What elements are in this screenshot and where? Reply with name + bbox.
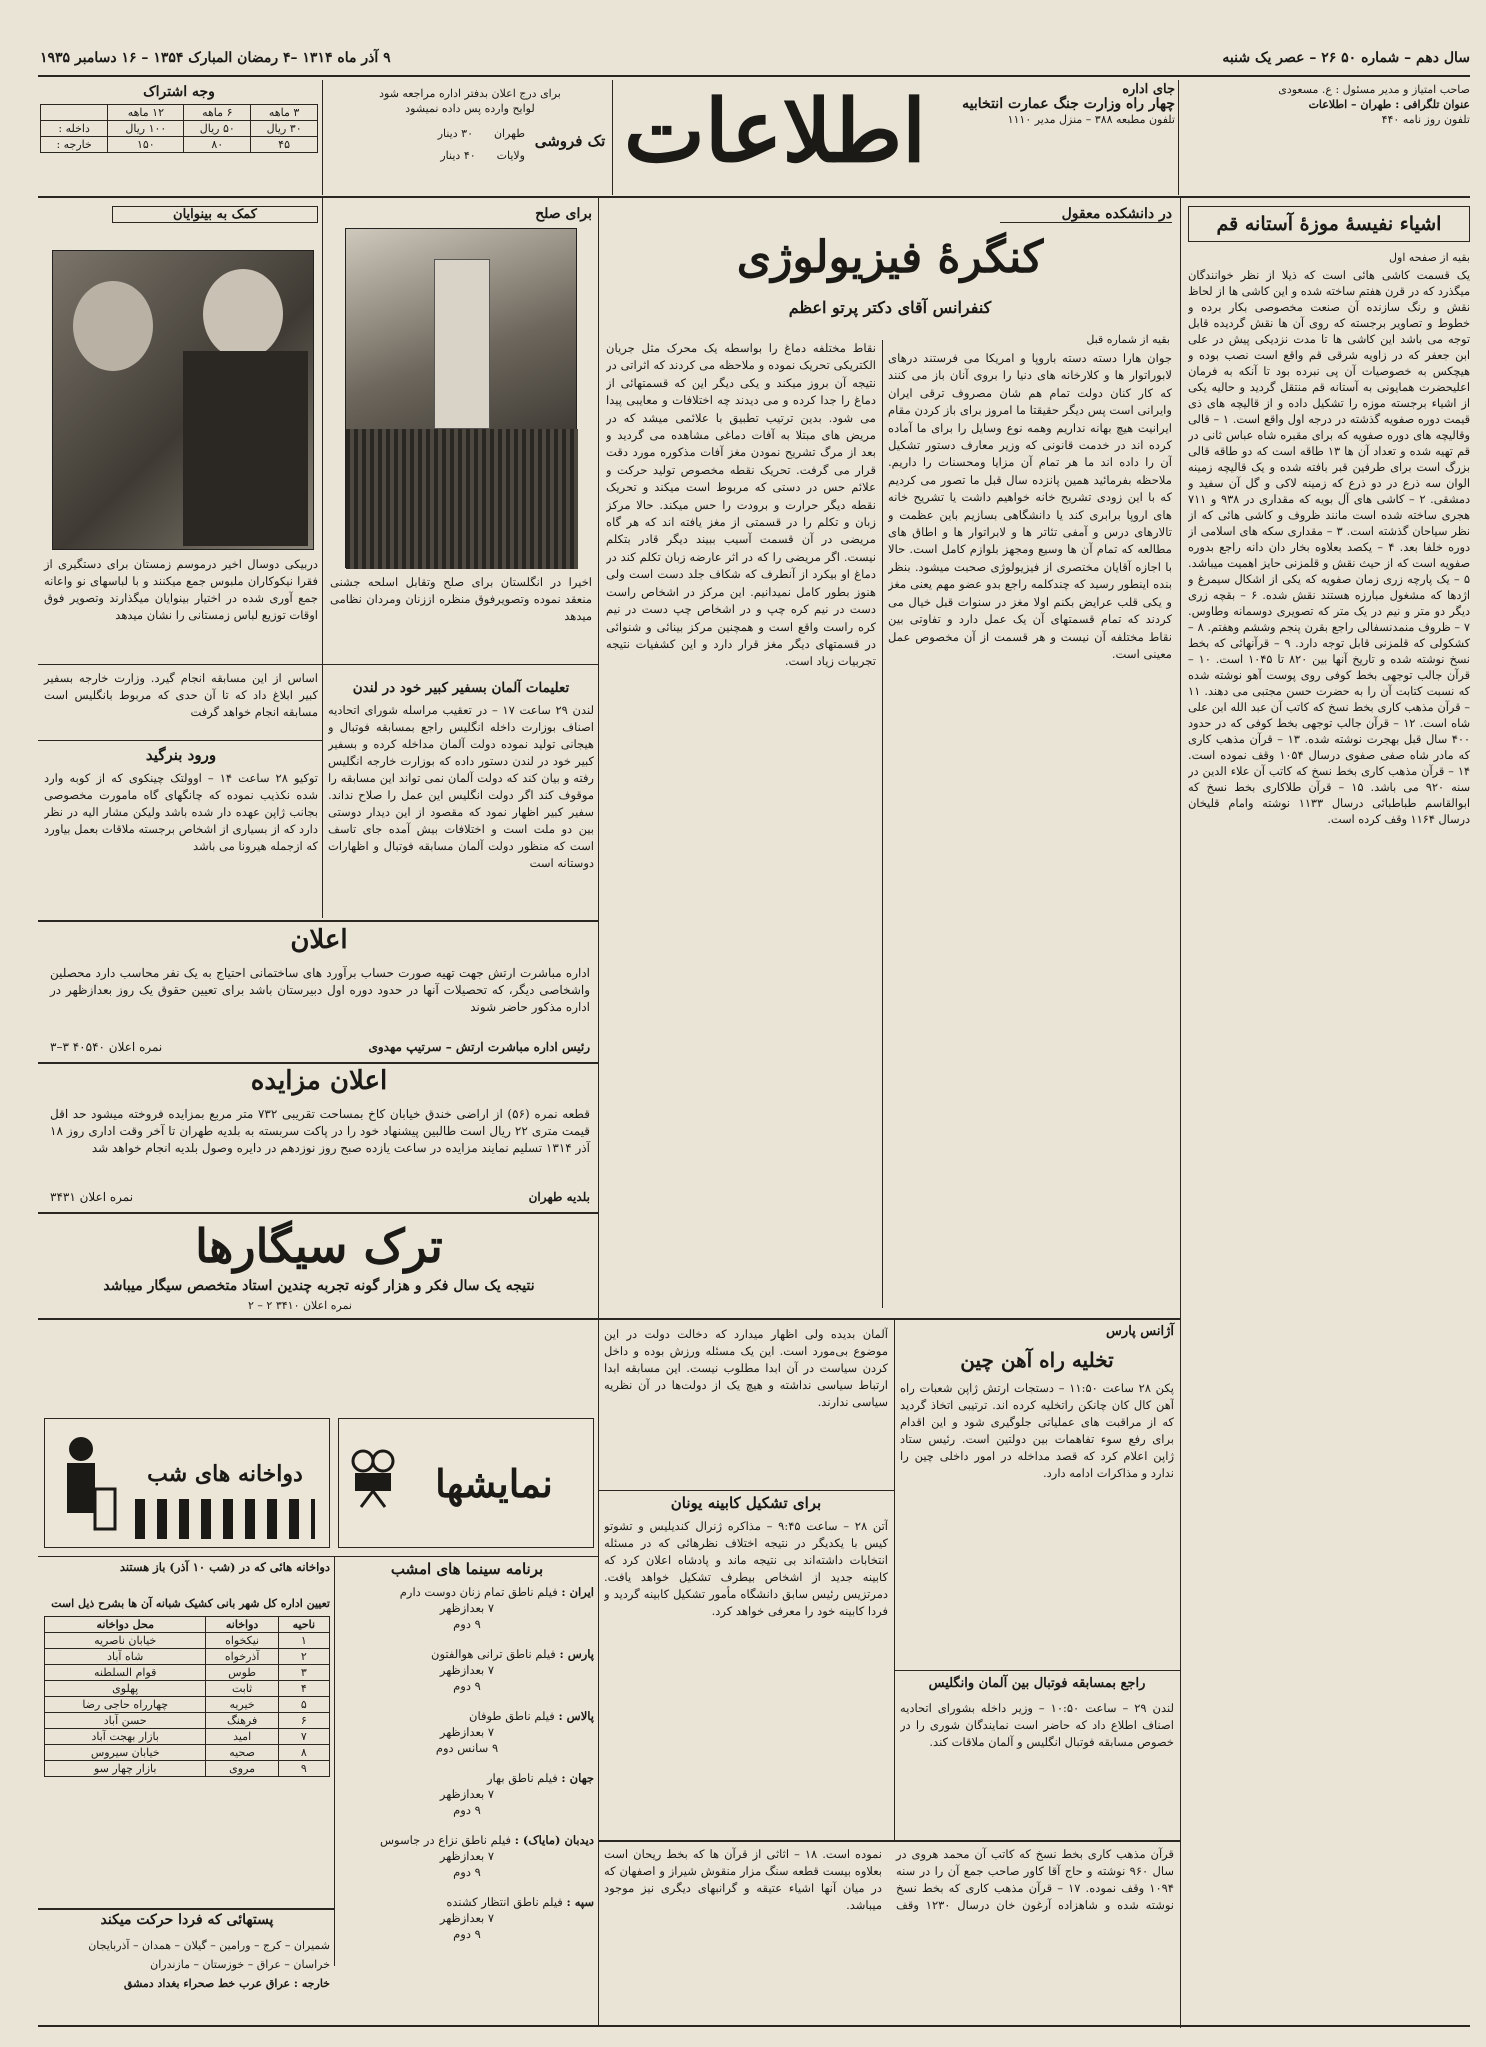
pharmacy-district: ۴	[278, 1681, 329, 1697]
museum-text: یک قسمت کاشی هائی است که ذیلا از نظر خوانندگان میگذرد که در قرن هفتم ساخته شده و این کاشی ها از لحاظ نقش و رنگ سازنده آن صنعت مخصوصی بکار برده و خطوط و تصاویر برجسته که روی آن ها نقش گردیده قابل توجه می باشد این کاشی ها تا مدت نزدیکی پیش در علی ابن جعفر که در زاویه شرقی قم واقع است نصب بوده و هیچکس به خصوصیات آن پی نبرده بود تا آنکه به فرمان اعلیحضرت همایونی به آستانه قم منتقل گردید و حالیه یکی از اشیاء برجسته موزه را تشکیل داده و از قالیچه های ذی قیمت دوره صفویه گذشته در درجه اول واقع است. ۱ – قالی وقالیچه های دوره صفویه که برای مقبره شاه عباس ثانی در قم تهیه شده و تعداد آن ها ۱۳ طاقه است که دو طاقه قالی بزرگ است برای طرفین قبر بافته شده و یک قالیچه زمینه الوان سه ذرع در دو ذرع که زمینه لاکی و گل آن سفید و دمشقی. ۲ – کاشی های آل بویه که مقداری در ۹۳۸ و ۷۱۱ هجری ساخته شده است مانند ظروف و کاشی هائی که از نظر سیاحان گذشته است. ۳ – مقداری سکه های اسلامی از دوره خلفا بعد. ۴ – یکصد بعلاوه بخار دان دانه راجع بدوره صفویه است که از حیث نقش و قلمزنی حایز اهمیت میباشد. ۵ – یک پارچه زری زمان صفویه که یکی از اشکال سیمرغ و اژدها که مشغول مبارزه هستند نقش شده. ۶ – بقچه زری دیگر دو متر و نیم در یک متر که تصویری دوسمانه وطاوس. ۷ – ظروف منمدنسفالی راجع بقرن پنجم وششم وهفتم. ۸ – کشکولی که قلمزنی قابل توجه دارد. ۹ – قرآنهائی که بخط نسخ نوشته شده و تاریخ آنها بین ۸۲۰ تا ۱۰۴۵ است. ۱۰ – قرآن جالب توجهی بخط کوفی روی پوست آهو نوشته شده که نسبت کتابت آن را به حضرت حسن مجتبی می دهند. ۱۱ – قرآن مذهب کاری بخط نسخ که کاتب آن عبد الله ابن علی شاه است. ۱۲ – قرآن جالب توجهی بخط کوفی که در حدود ۴۰۰ سال قبل بهجرت نوشته شده. ۱۳ – قرآن مذهب کاری که مادر شاه صفی صفوی درسال ۱۰۵۴ وقف نموده است. ۱۴ – قرآن مذهب کاری بخط نسخ که کاتب آن علاء الدین در سنه ۹۲۰ می باشد. ۱۵ – قرآن طلاکاری بخط نسخ که ابوالقاسم طباطبائی درسال ۱۱۳۳ نوشته وامام قلیخان درسال ۱۱۶۴ وقف کرده است.	[1188, 269, 1470, 826]
column-rule	[1180, 198, 1181, 2028]
cinema-time: ۷ بعدازظهر	[439, 1663, 495, 1677]
person-right	[203, 269, 283, 359]
auction-number: نمره اعلان ۳۴۳۱	[50, 1190, 134, 1204]
crowd	[346, 429, 578, 569]
article-title: کنگرهٔ فیزیولوژی	[736, 232, 1044, 283]
pharmacy-location: بازار بهجت آباد	[45, 1729, 206, 1745]
table-row	[45, 1665, 330, 1681]
sub-cell: ۸۰	[184, 137, 251, 153]
sub-head: ۱۲ ماهه	[108, 105, 184, 121]
sub-cell: ۳۰ ریال	[251, 121, 318, 137]
masthead-divider	[1178, 80, 1179, 195]
cinema-program-title: برنامه سینما های امشب	[390, 1560, 544, 1578]
masthead-rule	[38, 196, 1470, 198]
sub-cell: ۵۰ ریال	[184, 121, 251, 137]
subscription-title: وجه اشتراک	[143, 84, 215, 100]
railway-title: تخلیه راه آهن چین	[960, 1348, 1114, 1372]
cinema-entry	[340, 1770, 594, 1832]
pharmacy-name: فرهنگ	[206, 1713, 278, 1729]
railway-kicker: آژانس پارس	[1106, 1324, 1174, 1339]
pharmacy-head: محل دواخانه	[45, 1617, 206, 1633]
column-rule	[598, 198, 599, 1318]
column-rule	[882, 340, 883, 1308]
person-left	[73, 281, 153, 371]
german-news-title: تعلیمات آلمان بسفیر کبیر خود در لندن	[352, 680, 570, 696]
cinema-name: سپه :	[566, 1895, 594, 1909]
auction-text: قطعه نمره (۵۶) از اراضی خندق خیابان کاخ بمساحت تقریبی ۷۳۲ متر مربع بمزایده فروخته میشود حد اقل قیمت متری ۲۲ ریال است طالبین پیشنهاد خود را در پاکت سربسته به بلدیه طهران تا آخر وقت اداری روز ۱۸ آذر ۱۳۱۴ تسلیم نمایند مزایده در ساعت یازده صبح روز نوزدهم در دایره وصول بلدیه انجام خواهد شد	[50, 1107, 590, 1155]
price-row	[335, 148, 525, 163]
post-lines	[44, 1936, 330, 1993]
pharmacy-logo-text: دواخانه های شب	[147, 1461, 303, 1487]
cinema-time: ۹ دوم	[453, 1927, 481, 1941]
cigarette-title: ترک سیگارها	[195, 1219, 443, 1273]
museum-title: اشیاء نفیسهٔ موزهٔ آستانه قم	[1188, 206, 1470, 242]
waqf-bottom-text: قرآن مذهب کاری بخط نسخ که کاتب آن محمد هروی در سال ۹۶۰ نوشته و حاج آقا کاور صاحب جمع آن را در سنه ۱۰۹۴ وقف نموده. ۱۷ – قرآن مذهب کاری که بخط نسخ نوشته شده و شاهزاده آرغون خان درسال ۱۲۳۰ وقف نموده است. ۱۸ – اثاثی از قرآن ها که بخط ریحان است بعلاوه بیست قطعه سنگ مزار منقوش شیراز و اصفهان که در میان آنها اشیاء عتیقه و گرانبهای دیگری نیز موجود میباشد.	[604, 1847, 1174, 1912]
pharmacy-head: دواخانه	[206, 1617, 278, 1633]
post-line: خارجه : عراق عرب خط صحراء بغداد دمشق	[123, 1977, 330, 1990]
section-rule	[894, 1670, 1180, 1671]
photo-left-label: کمک به بینوایان	[112, 206, 318, 223]
section-rule	[38, 740, 322, 741]
pharmacy-district: ۹	[278, 1761, 329, 1777]
post-line: شمیران – کرج – ورامین – گیلان – همدان – آذربایجان	[88, 1939, 330, 1952]
news-left-2-title: ورود بنرگید	[145, 746, 217, 764]
newspaper-title: اطلاعات	[623, 81, 927, 182]
pharmacy-title: دواخانه هائی که در (شب ۱۰ آذر) باز هستند	[119, 1560, 330, 1574]
photo-left-caption: دربیکی دوسال اخیر درموسم زمستان برای دستگیری از فقرا نیکوکاران ملبوس جمع میکنند و با لباسهای نو واعانه جمع آوری شده در اختیار بینوایان میگذارند وتصویر فوق اوقات توزیع لباس زمستانی را نشان میدهد	[44, 557, 318, 622]
owner-line: عنوان تلگرافی : طهران – اطلاعات	[1308, 98, 1470, 111]
photo-center-label: برای صلح	[535, 206, 592, 222]
pharmacy-district: ۵	[278, 1697, 329, 1713]
pharmacy-location: چهارراه حاجی رضا	[45, 1697, 206, 1713]
section-rule	[38, 920, 598, 922]
cinema-banner	[338, 1418, 594, 1548]
news-left-2-text: توکیو ۲۸ ساعت ۱۴ – اوولتک چینکوی که از کوبه وارد شده نکذیب نموده که چانگهای گاه مامورت مخصوصی بجانب ژاپن عهده دار شده باشد ولیکن مشار الیه در نظر دارد که از بسیاری از اشخاص برجسته ملاقات بعمل بیاورد که ازجمله هیرونا می باشد	[44, 771, 318, 853]
projector-icon-svg	[349, 1449, 399, 1509]
pharmacy-note: تعیین اداره کل شهر بانی کشیک شبانه آن ها بشرح ذیل است	[51, 1597, 330, 1610]
ad-note	[330, 86, 610, 116]
football-title: راجع بمسابقه فوتبال بین آلمان وانگلیس	[928, 1676, 1146, 1691]
section-rule	[38, 1318, 1180, 1320]
sub-cell: خارجه :	[41, 137, 108, 153]
cinema-name: جهان :	[561, 1771, 594, 1785]
pharmacy-district: ۶	[278, 1713, 329, 1729]
price-value: ۴۰ دینار	[440, 149, 476, 162]
cinema-time: ۷ بعدازظهر	[439, 1601, 495, 1615]
cinema-name: دیدبان (مایاک) :	[514, 1833, 594, 1847]
pharmacy-location: خیابان سیروس	[45, 1745, 206, 1761]
table-row	[45, 1745, 330, 1761]
cigarette-number: نمره اعلان ۳۴۱۰ ۲ – ۲	[248, 1299, 352, 1312]
pharmacy-name: آذرخواه	[206, 1649, 278, 1665]
bottom-rule	[38, 2025, 1470, 2027]
cigarette-text: نتیجه یک سال فکر و هزار گونه تجربه چندین استاد متخصص سیگار میباشد	[103, 1278, 535, 1294]
cinema-time: ۹ سانس دوم	[435, 1741, 499, 1755]
single-copy-label: تک فروشی	[534, 132, 606, 150]
table-row	[45, 1697, 330, 1713]
cinema-film: فیلم ناطق تمام زنان دوست دارم	[399, 1585, 558, 1599]
cinema-time: ۷ بعدازظهر	[439, 1849, 495, 1863]
museum-subtitle: بقیه از صفحه اول	[1389, 251, 1470, 264]
article-column-1: جوان هارا دسته دسته باروپا و امریکا می فرستند درهای لابوراتوار ها و کلارخانه های دنیا را بروی آنان باز می کنند که کار کنان دولت تمام هم شان مصروف ترقی ایران وایرانی است پس دیگر حقیقتا ما امروز برای باز کردن مقام ایرانیت هیچ بهانه نداریم وهمه نوع وسایل را برای ما آماده کرده اند در خدمت قانونی که وزیر معارف دستور تشکیل آن را داده اند ما هر تمام آن مزایا ومحسنات را داریم. ملاحظه بفرمائید همین پانزده سال قبل ما تصور می کردیم که با این زودی تشریح خانه خواهیم داشت یا تشریح خانه های اروپا برابری کند یا دانشگاهی بسازیم باین عظمت و تالارهای درس و آمفی تئاتر ها و لابراتوار ها و اطاق های مطالعه که تمام آن ها وسیع ومجهز بلوازم کامل است. حالا با اجازه آقایان مختصری از فیزیولوژی صحبت میشود. بنظر بنده اینطور رسید که چندکلمه راجع بدو عضو مهم یعنی مغز و یکی قلب عرایض بکنم اولا مغز در سنوات قبل خیال می کردند که تمام قسمتهای آن یک عمل دارد و تفاوتی بین نقاط مختلفه آن نیست و هر قسمت از آن مخصوص عمل معینی است.	[888, 351, 1172, 661]
cabinet-text: آتن ۲۸ – ساعت ۹:۴۵ – مذاکره ژنرال کندیلیس و تشوتو کیس با یکدیگر در نتیجه اختلاف نظرهائی که در مسئله انتخابات داشته‌اند بی نتیجه ماند و پادشاه اعلان کرد که کابینه جدید از اشخاص بیطرف تشکیل خواهد یافت. دمرتزیس رئیس سابق دانشگاه مأمور تشکیل کابینه گردید و فردا کابینه خود را معرفی خواهد کرد.	[604, 1519, 888, 1618]
office-label: جای اداره	[1122, 82, 1175, 97]
section-rule	[38, 1908, 334, 1910]
notice-title: اعلان	[290, 925, 348, 955]
section-rule	[38, 1062, 598, 1064]
pharmacy-location: حسن آباد	[45, 1713, 206, 1729]
price-city: طهران	[493, 127, 525, 140]
news-left-1: اساس از این مسابقه انجام گیرد. وزارت خارجه بسفیر کبیر ابلاغ داد که تا آن حدی که مربوط بانگلیس است مسابقه انجام خواهد گرفت	[44, 671, 318, 719]
table-row	[45, 1681, 330, 1697]
pharmacy-name: مروی	[206, 1761, 278, 1777]
sub-head: ۶ ماهه	[184, 105, 251, 121]
sub-cell: ۱۵۰	[108, 137, 184, 153]
section-rule	[598, 1840, 1180, 1842]
pharmacy-name: صحیه	[206, 1745, 278, 1761]
ad-note-line: برای درج اعلان بدفتر اداره مراجعه شود	[379, 87, 561, 100]
pharmacy-location: پهلوی	[45, 1681, 206, 1697]
railway-text: پکن ۲۸ ساعت ۱۱:۵۰ – دستجات ارتش ژاپن شعبات راه آهن کال کان چانکن راتخلیه کرده اند. ترتیبی اتخاذ گردید که از مراقبت های عملیاتی جلوگیری شود و این اقدام برای رفع سوء تفاهمات بین دولتین است. رئیس ستاد ژاپن اعلام کرد که قصد مداخله در امور داخلی چین را ندارد و مذاکرات ادامه دارد.	[900, 1381, 1174, 1480]
cenotaph	[434, 259, 490, 429]
column-rule	[894, 1320, 895, 1840]
masthead-divider	[612, 80, 613, 195]
column-rule	[322, 198, 323, 918]
cinema-film: فیلم ناطق انتظار کشنده	[446, 1895, 563, 1909]
pharmacy-district: ۱	[278, 1633, 329, 1649]
projector-icon	[349, 1449, 399, 1509]
column-rule	[598, 1320, 599, 2025]
notice-footer	[50, 1040, 590, 1054]
pharmacy-district: ۷	[278, 1729, 329, 1745]
football-text: لندن ۲۹ – ساعت ۱۰:۵۰ – وزیر داخله بشوراى اتحادیه اصناف اطلاع داد که حاضر است نمایندگان شوری را در خصوص مسابقه فوتبال انگلیس و آلمان ملاقات کند.	[900, 1701, 1174, 1749]
pharmacy-name: طوس	[206, 1665, 278, 1681]
cinema-time: ۹ دوم	[453, 1617, 481, 1631]
cinema-time: ۹ دوم	[453, 1865, 481, 1879]
pharmacist-icon-svg	[51, 1429, 121, 1539]
notice-number: نمره اعلان ۴۰۵۴۰ ۳–۳	[50, 1040, 163, 1054]
post-title: پستهائی که فردا حرکت میکند	[100, 1912, 274, 1928]
peace-photo	[345, 228, 577, 568]
cinema-logo-text: نمایشها	[435, 1461, 553, 1506]
pharmacy-name: خیریه	[206, 1697, 278, 1713]
section-rule	[38, 1556, 598, 1557]
price-value: ۳۰ دینار	[437, 127, 473, 140]
table-row	[45, 1729, 330, 1745]
subscription-box	[40, 84, 318, 153]
pharmacy-district: ۲	[278, 1649, 329, 1665]
sub-cell: داخله :	[41, 121, 108, 137]
cinema-name: ایران :	[561, 1585, 594, 1599]
sub-cell: ۱۰۰ ریال	[108, 121, 184, 137]
cinema-entry	[340, 1584, 594, 1646]
cinema-entry	[340, 1894, 594, 1956]
pharmacy-location: خیابان ناصریه	[45, 1633, 206, 1649]
date-line: ۹ آذر ماه ۱۳۱۴ –۴ رمضان المبارک ۱۳۵۴ – ۱۶ دسامبر ۱۹۳۵	[40, 50, 391, 66]
notice-text: اداره مباشرت ارتش جهت تهیه صورت حساب برآورد های ساختمانی احتیاج به یک نفر محاسب دارد محصلین واشخاصی دیگر، که تحصیلات آنها در حدود دوره اول دبیرستان باشد برای تعیین حقوق یک روز بعدازظهر در اداره مذکور حاضر شوند	[50, 966, 590, 1014]
auction-footer	[50, 1190, 590, 1204]
owner-info	[1185, 82, 1470, 127]
article-kicker: در دانشکده معقول	[1000, 206, 1172, 223]
price-row	[335, 126, 525, 141]
top-rule	[38, 75, 1470, 77]
article-continued: بقیه از شماره قبل	[1086, 333, 1170, 346]
pharmacy-head: ناحیه	[278, 1617, 329, 1633]
pharmacist-icon	[51, 1429, 121, 1539]
pharmacy-name: ثابت	[206, 1681, 278, 1697]
sub-head	[41, 105, 108, 121]
cinema-entry	[340, 1646, 594, 1708]
subscription-table	[40, 104, 318, 153]
pharmacy-name: امید	[206, 1729, 278, 1745]
office-info	[935, 82, 1175, 127]
issue-info: سال دهم – شماره ۵۰ ۲۶ – عصر یک شنبه	[1222, 50, 1470, 66]
table-row	[45, 1633, 330, 1649]
table-row	[45, 1649, 330, 1665]
ad-note-line: لوایح وارده پس داده نمیشود	[405, 102, 535, 115]
cinema-film: فیلم ناطق طوفان	[469, 1709, 555, 1723]
coat	[183, 351, 308, 546]
cinema-film: فیلم ناطق نزاع در جاسوس	[380, 1833, 512, 1847]
auction-title: اعلان مزایده	[250, 1066, 388, 1096]
sub-head: ۳ ماهه	[251, 105, 318, 121]
cinema-time: ۹ دوم	[453, 1803, 481, 1817]
notice-signature: رئیس اداره مباشرت ارتش – سرتیپ مهدوی	[368, 1040, 590, 1054]
cinema-name: پارس :	[559, 1647, 594, 1661]
shelves	[135, 1499, 315, 1539]
cinema-time: ۷ بعدازظهر	[439, 1725, 495, 1739]
cinema-name: پالاس :	[558, 1709, 594, 1723]
article-column-2: نقاط مختلفه دماغ را بواسطه یک محرک مثل جریان الکتریکی تحریک نموده و ملاحظه می کردند که اثراتی در نتیجه آن بروز میکند و یکی دیگر این که قسمتهائی از دماغ را جدا کرده و می دیدند چه اختلافات و معایبی پیدا می شود. بدین ترتیب تطبیق با علائمی میشد که در مریض های مبتلا به آفات دماغی مشاهده می گردید و بعد از مرگ تشریح نمودن مغز آفات مذکوره مورد دقت قرار می گرفت. تحریک نقطه مخصوص تولید حرکت و علائم حس در دستی که مربوط است میکند و تحریک نقطه دیگر حرارت و برودت را حس میکند. حالا مرکز زبان و تکلم را در قسمتی از مغز یافته اند که هر گاه مریضی در آن قسمت آسیب ببیند دیگر قادر بتکلم نیست. اگر مریضی را که در اثر عارضه زبان تکلم کند در دماغ او بیکرد از آنطرف که شکاف جلد دست است ولی هنوز بطور کامل نمیدانیم. این مرکز در اشخاص راست دست در نیم کره چپ و در اشخاص چپ دست در نیم کره راست واقع است و همچنین مرکز بینائی و شنوائی در قسمتهای دیگر مغز قرار دارد و این کشفیات نتیجه تجربیات زیاد است.	[606, 341, 876, 669]
price-city: ولایات	[496, 149, 525, 162]
photo-center-caption: اخیرا در انگلستان برای صلح وتقابل اسلحه جشنی منعقد نموده وتصویرفوق منظره اززنان ومردان نظامی میدهد	[330, 575, 592, 623]
german-news-text: لندن ۲۹ ساعت ۱۷ – در تعقیب مراسله شورای اتحادیه اصناف بوزارت داخله انگلیس راجع بمسابقه فوتبال و هیجانی تولید نموده دولت آلمان مداخله کرده و بسفیر کبیر خود در لندن دستور داده که بوزارت خارجه انگلیس رفته و بیان کند که دولت آلمان نمی تواند این مسابقه را موقوف کند اگر دولت انگلیس این عمل را صلاح نداند. سفیر کبیر اظهار نمود که مقصود از این دیدار دوستی بین دو ملت است و اختلافات بیش آمده جای تاسف است که منظور دولت آلمان مسابقه فوتبال و اظهارات دوستانه است	[328, 703, 594, 870]
cinema-list	[340, 1584, 594, 1956]
cinema-entry	[340, 1832, 594, 1894]
article-subtitle: کنفرانس آقای دکتر پرتو اعظم	[788, 298, 992, 317]
cinema-time: ۹ دوم	[453, 1679, 481, 1693]
sub-cell: ۴۵	[251, 137, 318, 153]
pharmacy-name: نیکخواه	[206, 1633, 278, 1649]
pharmacy-table	[44, 1616, 330, 1777]
pharmacy-location: بازار چهار سو	[45, 1761, 206, 1777]
table-row	[45, 1761, 330, 1777]
cinema-entry	[340, 1708, 594, 1770]
auction-signature: بلدیه طهران	[528, 1190, 590, 1204]
cabinet-title: برای تشکیل کابینه یونان	[670, 1494, 822, 1512]
owner-line: تلفون روز نامه ۴۴۰	[1381, 113, 1470, 126]
pharmacy-district: ۸	[278, 1745, 329, 1761]
cinema-time: ۷ بعدازظهر	[439, 1787, 495, 1801]
pharmacy-location: شاه آباد	[45, 1649, 206, 1665]
politics-note: آلمان بدیده ولی اظهار میدارد که دخالت دولت در این موضوع بی‌مورد است. این یک مسئله ورزش بوده و داخل کردن سیاست در آن ابدا مطلوب نیست. این مسابقه ابدا ارتباط سیاسی نداشته و هیچ یک از دولت‌ها در آن نظریه سیاسی ندارند.	[604, 1327, 888, 1409]
masthead-divider	[322, 80, 323, 195]
column-rule	[334, 1556, 335, 1966]
owner-line: صاحب امتیاز و مدیر مسئول : ع. مسعودی	[1278, 83, 1470, 96]
office-address: چهار راه وزارت جنگ عمارت انتخابیه	[962, 96, 1175, 112]
section-rule	[38, 664, 598, 665]
table-row	[45, 1713, 330, 1729]
post-line: خراسان – عراق – خوزستان – مازندران	[150, 1958, 330, 1971]
office-phone: تلفون مطبعه ۳۸۸ – منزل مدیر ۱۱۱۰	[1007, 113, 1175, 126]
section-rule	[38, 1212, 598, 1214]
pharmacy-district: ۳	[278, 1665, 329, 1681]
pharmacy-location: قوام السلطنه	[45, 1665, 206, 1681]
cinema-film: فیلم ناطق ترانی هوالفتون	[431, 1647, 556, 1661]
section-rule	[598, 1490, 894, 1491]
cinema-film: فیلم ناطق بهار	[486, 1771, 558, 1785]
cinema-time: ۷ بعدازظهر	[439, 1911, 495, 1925]
pharmacy-banner	[44, 1418, 330, 1548]
price-box	[330, 122, 610, 182]
charity-photo	[52, 250, 314, 550]
